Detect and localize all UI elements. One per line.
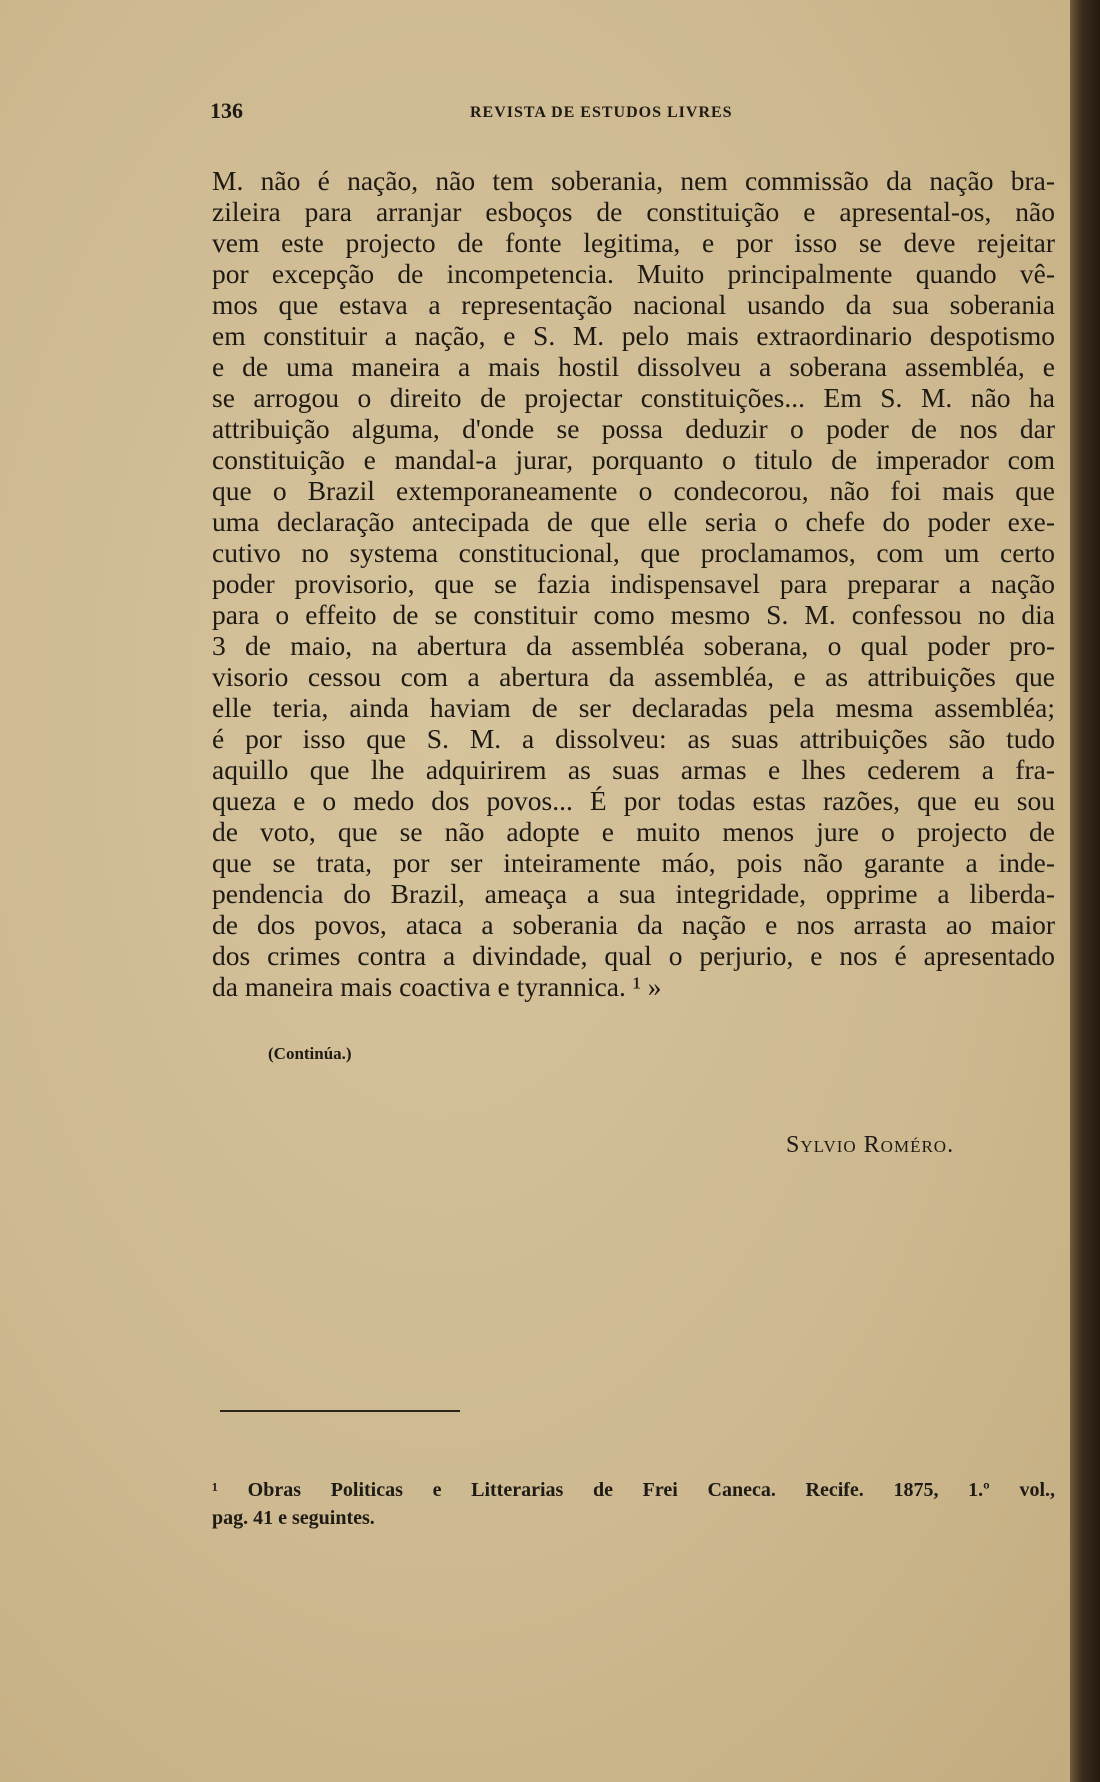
text-line: se arrogou o direito de projectar constituições... Em S. M. não ha [212,382,1055,413]
continuation-note: (Continúa.) [268,1044,352,1063]
text-line: constituição e mandal-a jurar, porquanto o titulo de imperador com [212,444,1055,475]
text-line: de dos povos, ataca a soberania da nação e nos arrasta ao maior [212,909,1055,940]
text-line: poder provisorio, que se fazia indispensavel para preparar a nação [212,568,1055,599]
text-line: por excepção de incompetencia. Muito principalmente quando vê- [212,258,1055,289]
text-line: é por isso que S. M. a dissolveu: as suas attribuições são tudo [212,723,1055,754]
text-line: e de uma maneira a mais hostil dissolveu a soberana assembléa, e [212,351,1055,382]
journal-title: REVISTA DE ESTUDOS LIVRES [470,104,733,121]
running-head [210,98,1055,130]
text-line: vem este projecto de fonte legitima, e por isso se deve rejeitar [212,227,1055,258]
text-line-last: da maneira mais coactiva e tyrannica. ¹ » [212,971,662,1002]
text-line: 3 de maio, na abertura da assembléa soberana, o qual poder pro- [212,630,1055,661]
text-line: queza e o medo dos povos... É por todas estas razões, que eu sou [212,785,1055,816]
text-line: que se trata, por ser inteiramente máo, pois não garante a inde- [212,847,1055,878]
text-line: zileira para arranjar esboços de constituição e apresental-os, não [212,196,1055,227]
text-line: que o Brazil extemporaneamente o condecorou, não foi mais que [212,475,1055,506]
text-line: aquillo que lhe adquirirem as suas armas e lhes cederem a fra- [212,754,1055,785]
body-text [212,165,1055,1002]
author-signature: Sylvio Roméro. [786,1132,955,1158]
text-line: de voto, que se não adopte e muito menos jure o projecto de [212,816,1055,847]
text-line: em constituir a nação, e S. M. pelo mais extraordinario despotismo [212,320,1055,351]
footnote [212,1476,1055,1532]
page-number: 136 [210,98,243,123]
text-line: attribuição alguma, d'onde se possa deduzir o poder de nos dar [212,413,1055,444]
text-line: pendencia do Brazil, ameaça a sua integridade, opprime a liberda- [212,878,1055,909]
text-line: mos que estava a representação nacional usando da sua soberania [212,289,1055,320]
text-line: dos crimes contra a divindade, qual o perjurio, e nos é apresentado [212,940,1055,971]
text-line: visorio cessou com a abertura da assembléa, e as attribuições que [212,661,1055,692]
book-edge [1070,0,1100,1782]
text-line: para o effeito de se constituir como mesmo S. M. confessou no dia [212,599,1055,630]
text-line: M. não é nação, não tem soberania, nem commissão da nação bra- [212,165,1055,196]
text-line: cutivo no systema constitucional, que proclamamos, com um certo [212,537,1055,568]
footnote-line: ¹ Obras Politicas e Litterarias de Frei Caneca. Recife. 1875, 1.º vol., [212,1479,1055,1501]
footnote-divider [220,1410,460,1412]
text-line: uma declaração antecipada de que elle seria o chefe do poder exe- [212,506,1055,537]
footnote-line: pag. 41 e seguintes. [212,1507,375,1529]
text-line: elle teria, ainda haviam de ser declaradas pela mesma assembléa; [212,692,1055,723]
